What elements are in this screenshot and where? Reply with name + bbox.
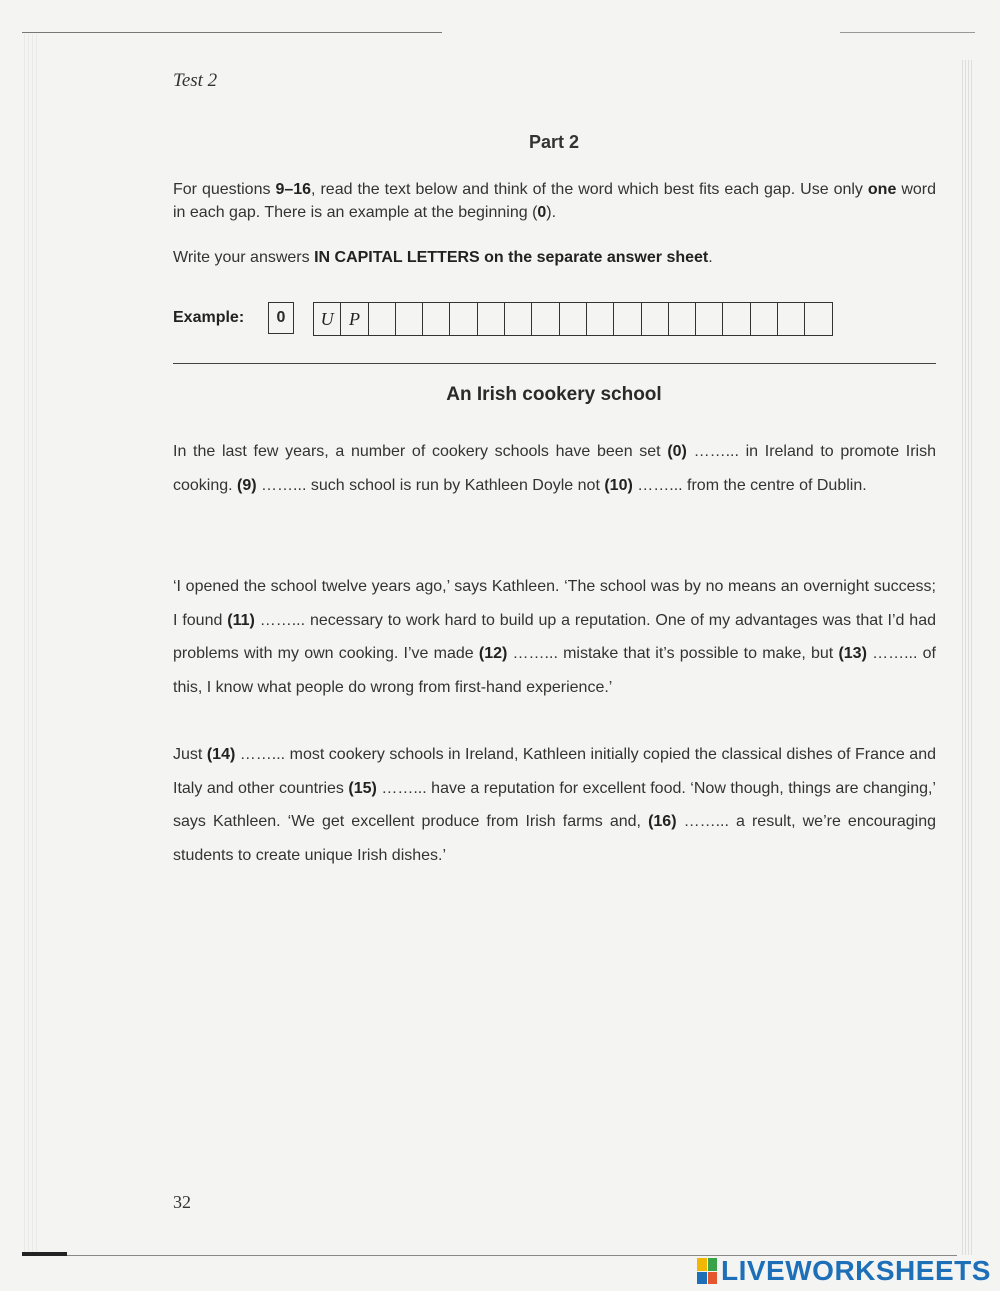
example-label: Example: [173, 309, 245, 326]
answer-cell [696, 303, 723, 335]
answer-cell: U [314, 303, 341, 335]
scan-edge [22, 32, 442, 33]
answer-cell [614, 303, 641, 335]
divider [173, 363, 936, 364]
scan-edge [840, 32, 975, 33]
answer-cell [423, 303, 450, 335]
example-number-box: 0 [268, 302, 294, 334]
scan-edge [24, 34, 38, 1254]
running-head: Test 2 [173, 70, 218, 91]
answer-cell [778, 303, 805, 335]
scan-edge [962, 60, 974, 1255]
answer-cell [396, 303, 423, 335]
answer-cell [478, 303, 505, 335]
answer-cell [369, 303, 396, 335]
answer-cell [669, 303, 696, 335]
scan-edge [22, 1252, 67, 1256]
answer-cell [805, 303, 832, 335]
answer-cell [587, 303, 614, 335]
answer-cell [532, 303, 559, 335]
paragraph-2: ‘I opened the school twelve years ago,’ says Kathleen. ‘The school was by no means an overnight success; I found (11) ……... necessary to work hard to build up a reputation. One of my advantages was that I’d had problems with my own cooking. I’ve made (12) ……... mistake that it’s possible to make, but (13) ……... of this, I know what people do wrong from first-hand experience.’ [173, 578, 937, 696]
answer-cell [751, 303, 778, 335]
paragraph-1: In the last few years, a number of cookery schools have been set (0) ……... in Ireland to promote Irish cooking. (9) ……... such school is run by Kathleen Doyle not (10) ……... from the centre of Dublin. [173, 443, 937, 494]
answer-cell [723, 303, 750, 335]
part-title: Part 2 [528, 132, 580, 152]
page-number: 32 [173, 1192, 191, 1212]
answer-instructions: Write your answers IN CAPITAL LETTERS on the separate answer sheet. [173, 249, 713, 266]
answer-cell [642, 303, 669, 335]
answer-cell: P [341, 303, 368, 335]
text-title: An Irish cookery school [446, 384, 662, 405]
liveworksheets-brand[interactable] [697, 1255, 991, 1287]
instructions: For questions 9–16, read the text below and think of the word which best fits each gap. Use only one word in each gap. There is an example at the beginning (0). [173, 181, 937, 221]
answer-cell [560, 303, 587, 335]
brand-name: LIVEWORKSHEETS [721, 1255, 991, 1286]
answer-cell [505, 303, 532, 335]
example-answer-grid [313, 302, 833, 336]
paragraph-3: Just (14) ……... most cookery schools in Ireland, Kathleen initially copied the classical dishes of France and Italy and other countries (15) ……... have a reputation for excellent food. ‘Now though, things are changing,’ says Kathleen. ‘We get excellent produce from Irish farms and, (16) ……... a result, we’re encouraging students to create unique Irish dishes.’ [173, 746, 936, 864]
answer-cell [450, 303, 477, 335]
liveworksheets-logo-icon [697, 1258, 717, 1284]
